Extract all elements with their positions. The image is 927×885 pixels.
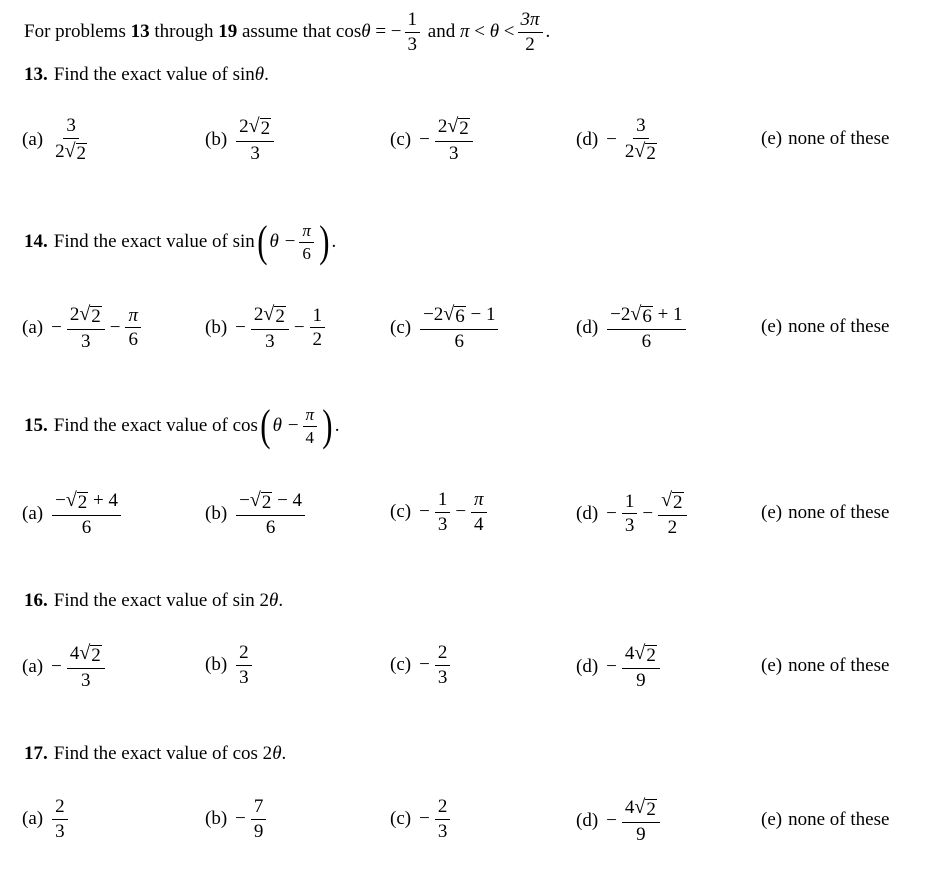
option-14a[interactable]: (a) − 2 √ 2 3 − $\frac{\pi}{6}$ — [22, 304, 144, 352]
option-17d[interactable]: (d) − 4 √ 2 9 — [576, 797, 663, 845]
option-17c[interactable]: (c) − $\frac{2}{3}$ — [390, 797, 453, 842]
option-15a[interactable]: (a) − √ 2 + 4 6 — [22, 490, 124, 538]
cos-value-fraction: $\frac{1}{3}$ — [405, 10, 421, 55]
option-14d[interactable]: (d) −2 √ 6 + 1 6 — [576, 304, 689, 352]
problem-16-prompt: 16. Find the exact value of sin 2 θ . — [24, 590, 284, 611]
option-14e[interactable]: (e) none of these — [761, 316, 890, 337]
intro-line: For problems 13 through 19 assume that cos θ = − $\frac{1}{3}$ and π < θ < $\frac{3\pi}{2}$ . — [24, 9, 551, 55]
option-13e[interactable]: (e) none of these — [761, 128, 890, 149]
option-17a[interactable]: (a) $\frac{2}{3}$ — [22, 797, 71, 842]
problem-17-prompt: 17. Find the exact value of cos 2 θ . — [24, 743, 287, 764]
option-15e[interactable]: (e) none of these — [761, 502, 890, 523]
option-13c[interactable]: (c) − 2 √ 2 3 — [390, 116, 476, 164]
option-15c[interactable]: (c) − $\frac{1}{3}$ − $\frac{\pi}{4}$ — [390, 490, 490, 535]
option-16b[interactable]: (b) $\frac{2}{3}$ — [205, 643, 255, 688]
upper-bound-fraction: $\frac{3\pi}{2}$ — [518, 10, 543, 55]
problem-14-prompt: 14. Find the exact value of sin ( θ − $\frac{\pi}{6}$ ) . — [24, 217, 337, 266]
option-16e[interactable]: (e) none of these — [761, 655, 890, 676]
problem-15-prompt: 15. Find the exact value of cos ( θ − $\frac{\pi}{4}$ ) . — [24, 401, 340, 450]
option-13b[interactable]: (b) 2 √ 2 3 — [205, 116, 277, 164]
problem-13-prompt: 13. Find the exact value of sin θ . — [24, 64, 269, 85]
option-15b[interactable]: (b) − √ 2 − 4 6 — [205, 490, 308, 538]
option-15d[interactable]: (d) − $\frac{1}{3}$ − √ 2 2 — [576, 490, 690, 538]
option-17e[interactable]: (e) none of these — [761, 809, 890, 830]
option-14c[interactable]: (c) −2 √ 6 − 1 6 — [390, 304, 501, 352]
option-14b[interactable]: (b) − 2 √ 2 3 − $\frac{1}{2}$ — [205, 304, 328, 352]
option-16c[interactable]: (c) − $\frac{2}{3}$ — [390, 643, 453, 688]
option-16d[interactable]: (d) − 4 √ 2 9 — [576, 643, 663, 691]
option-13d[interactable]: (d) − 3 2 √ 2 — [576, 115, 656, 164]
option-13a[interactable]: (a) 3 2 √ 2 — [22, 115, 87, 164]
option-16a[interactable]: (a) − 4 √ 2 3 — [22, 643, 108, 691]
option-17b[interactable]: (b) − $\frac{7}{9}$ — [205, 797, 269, 842]
